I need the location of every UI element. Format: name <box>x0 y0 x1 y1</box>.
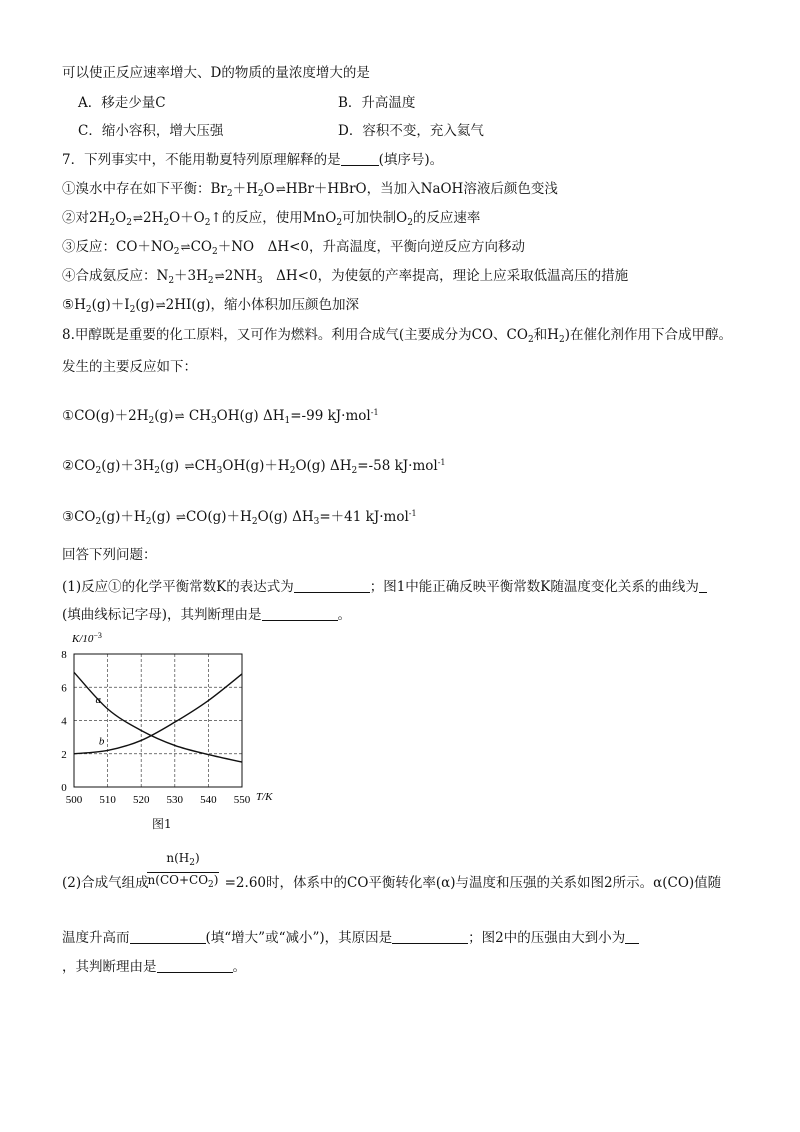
subscript: 2 <box>129 305 136 315</box>
subscript: 3 <box>313 517 320 527</box>
text: 可加快制O <box>342 210 408 226</box>
y-tick-label: 2 <box>61 748 67 761</box>
text: O(g) ΔH <box>295 458 352 474</box>
text: HBr＋HBrO，当加入NaOH溶液后颜色变浅 <box>285 181 558 197</box>
cause-blank[interactable] <box>392 929 468 944</box>
trend-blank[interactable] <box>130 929 206 944</box>
equilibrium-arrow-icon: ⇌ <box>132 211 142 225</box>
text: CH <box>188 408 211 424</box>
superscript: -1 <box>370 408 379 417</box>
q8-part-1-line-1 <box>62 578 707 596</box>
subscript: 2 <box>211 247 218 257</box>
equilibrium-arrow-icon: ⇌ <box>180 240 190 254</box>
text: =-99 kJ·mol <box>290 408 371 424</box>
text: OH(g) ΔH <box>216 408 285 424</box>
y-tick-label: 6 <box>61 682 67 695</box>
q8-part-2-line-1 <box>62 874 721 892</box>
subscript: 2 <box>208 880 214 890</box>
q7-item-4 <box>62 267 628 290</box>
subscript: 2 <box>145 517 152 527</box>
text: O＋O <box>169 210 205 226</box>
curve-label-b: b <box>98 735 105 748</box>
text: CO(g)＋H <box>185 509 252 525</box>
subscript: 2 <box>207 276 214 286</box>
superscript: -1 <box>437 458 446 467</box>
subscript: 2 <box>289 466 296 476</box>
equilibrium-arrow-icon: ⇌ <box>175 510 185 524</box>
q6-stem: 可以使正反应速率增大、D的物质的量浓度增大的是 <box>62 65 370 81</box>
text: ④合成氨反应：N <box>62 268 169 284</box>
text: (g) <box>135 297 155 313</box>
text: 2NH <box>224 268 257 284</box>
subscript: 2 <box>95 517 102 527</box>
q8-part-2-line-2 <box>62 929 639 947</box>
equilibrium-arrow-icon: ⇌ <box>155 298 165 312</box>
y-tick-label: 0 <box>61 782 67 794</box>
subscript: 3 <box>210 416 217 426</box>
text: 2H <box>142 210 164 226</box>
text: ；图2中的压强由大到小为 <box>468 930 626 946</box>
subscript: 2 <box>85 305 92 315</box>
text: (填“增大”或“减小”)，其原因是 <box>205 930 393 946</box>
y-axis-label <box>71 632 102 645</box>
option-a: A．移走少量C <box>78 95 166 111</box>
pressure-order-blank[interactable] <box>625 929 639 944</box>
subscript: 2 <box>336 218 343 228</box>
y-tick-label: 8 <box>61 649 67 661</box>
text: ①溴水中存在如下平衡：Br <box>62 181 227 197</box>
reason-blank[interactable] <box>262 606 338 621</box>
subscript: 2 <box>527 335 534 345</box>
chart-ticks <box>61 649 251 806</box>
text: 和H <box>533 327 559 343</box>
text: O(g) ΔH <box>257 509 314 525</box>
figure-1-chart <box>48 632 298 832</box>
reaction-3 <box>62 505 417 531</box>
text: (g)＋I <box>91 297 130 313</box>
subscript: 2 <box>351 466 358 476</box>
subscript: 3 <box>216 466 223 476</box>
text: =2.60时，体系中的CO平衡转化率(α)与温度和压强的关系如图2所示。α(CO)值随 <box>224 875 722 891</box>
text: (g) <box>154 408 174 424</box>
text: ①CO(g)＋2H <box>62 408 149 424</box>
subscript: 2 <box>251 517 258 527</box>
judgement-blank[interactable] <box>157 958 233 973</box>
subscript: 2 <box>226 189 233 199</box>
text: ②CO <box>62 458 96 474</box>
text: ⑤H <box>62 297 86 313</box>
curve-a <box>74 672 242 762</box>
x-tick-label: 520 <box>132 794 150 806</box>
subscript: 2 <box>154 466 161 476</box>
text: 。 <box>232 959 246 975</box>
q8-intro-1 <box>62 326 732 349</box>
x-axis-label: T/K <box>256 791 273 803</box>
q7-stem-text: 7．下列事实中，不能用勒夏特列原理解释的是 <box>62 152 341 168</box>
text: ＋H <box>232 181 258 197</box>
text: OH(g)＋H <box>222 458 290 474</box>
text: (g)＋H <box>101 509 146 525</box>
text: ，其判断理由是 <box>62 959 157 975</box>
y-axis-label-text: K/10 <box>72 633 94 645</box>
option-b: B．升高温度 <box>338 95 416 111</box>
text: 8.甲醇既是重要的化工原料，又可作为燃料。利用合成气(主要成分为CO、CO <box>62 327 528 343</box>
x-tick-label: 510 <box>99 794 116 806</box>
text: =-58 kJ·mol <box>357 458 438 474</box>
subscript: 2 <box>173 247 180 257</box>
subscript: 3 <box>256 276 263 286</box>
subscript: 2 <box>204 218 211 228</box>
text: ΔH<0，为使氨的产率提高，理论上应采取低温高压的措施 <box>262 268 629 284</box>
text: 的反应速率 <box>412 210 481 226</box>
text: n(CO+CO <box>147 873 209 887</box>
text: CO <box>190 239 212 255</box>
equilibrium-arrow-icon: ⇌ <box>174 409 184 423</box>
x-tick-label: 550 <box>233 794 251 806</box>
chart-lines <box>74 672 242 762</box>
q7-answer-blank[interactable] <box>341 151 379 166</box>
text: 2HI(g)，缩小体积加压颜色加深 <box>165 297 359 313</box>
q7-stem <box>62 151 443 169</box>
text: (g) <box>151 509 171 525</box>
q8-part-2-line-3 <box>62 958 246 976</box>
text: O <box>263 181 275 197</box>
reaction-2 <box>62 454 446 480</box>
fraction-numerator <box>147 851 219 873</box>
text: ③反应：CO＋NO <box>62 239 174 255</box>
curve-letter-blank[interactable] <box>699 578 707 593</box>
q7-item-2 <box>62 209 480 232</box>
text: (1)反应①的化学平衡常数K的表达式为 <box>62 579 294 595</box>
chart-grid <box>74 654 242 787</box>
q7-item-1 <box>62 180 558 203</box>
subscript: 2 <box>95 466 102 476</box>
subscript: 2 <box>109 218 116 228</box>
text: ②对2H <box>62 210 110 226</box>
x-tick-label: 500 <box>65 794 83 806</box>
text: ＋NO ΔH<0，升高温度，平衡向逆反应方向移动 <box>217 239 526 255</box>
text: O <box>115 210 127 226</box>
text: )在催化剂作用下合成甲醇。 <box>564 327 732 343</box>
option-d: D．容积不变，充入氦气 <box>338 123 484 139</box>
option-c: C．缩小容积，增大压强 <box>78 123 224 139</box>
equilibrium-arrow-icon: ⇌ <box>214 269 224 283</box>
text: 温度升高而 <box>62 930 130 946</box>
subscript: 2 <box>257 189 264 199</box>
text: 。 <box>337 607 352 623</box>
subscript: 2 <box>163 218 170 228</box>
equilibrium-arrow-icon: ⇌ <box>275 182 285 196</box>
q7-item-5 <box>62 296 359 319</box>
text: ＋3H <box>174 268 208 284</box>
y-tick-label: 4 <box>61 715 67 728</box>
text: CH <box>194 458 217 474</box>
subscript: 2 <box>407 218 413 228</box>
answer-prompt: 回答下列问题： <box>62 547 157 563</box>
reaction-1 <box>62 404 379 430</box>
subscript: 2 <box>148 416 155 426</box>
text: ↑的反应，使用MnO <box>210 210 337 226</box>
superscript: -1 <box>408 509 417 518</box>
k-expression-blank[interactable] <box>294 578 370 593</box>
q8-part-1-line-2 <box>62 606 351 624</box>
text: (g)＋3H <box>101 458 155 474</box>
curve-label-a: a <box>95 693 102 706</box>
text: ③CO <box>62 509 96 525</box>
x-tick-label: 530 <box>166 794 184 806</box>
text: (2)合成气组成 <box>62 875 149 891</box>
text: =＋41 kJ·mol <box>319 509 409 525</box>
y-axis-label-exp: −3 <box>93 632 102 640</box>
subscript: 2 <box>189 858 195 868</box>
q8-intro-2: 发生的主要反应如下： <box>62 359 197 375</box>
q7-stem-suffix: (填序号)。 <box>378 152 444 168</box>
text: ) <box>213 873 219 887</box>
text: ；图1中能正确反映平衡常数K随温度变化关系的曲线为 <box>369 579 699 595</box>
figure-caption: 图1 <box>152 817 172 831</box>
equilibrium-arrow-icon: ⇌ <box>184 459 194 473</box>
text: ) <box>194 851 200 865</box>
text: (填曲线标记字母)，其判断理由是 <box>62 607 262 623</box>
text: (g) <box>160 458 180 474</box>
subscript: 2 <box>558 335 565 345</box>
q7-item-3 <box>62 238 525 261</box>
text: n(H <box>166 851 190 865</box>
subscript: 2 <box>126 218 132 228</box>
subscript: 1 <box>284 416 291 426</box>
x-tick-label: 540 <box>200 794 217 806</box>
subscript: 2 <box>168 276 175 286</box>
